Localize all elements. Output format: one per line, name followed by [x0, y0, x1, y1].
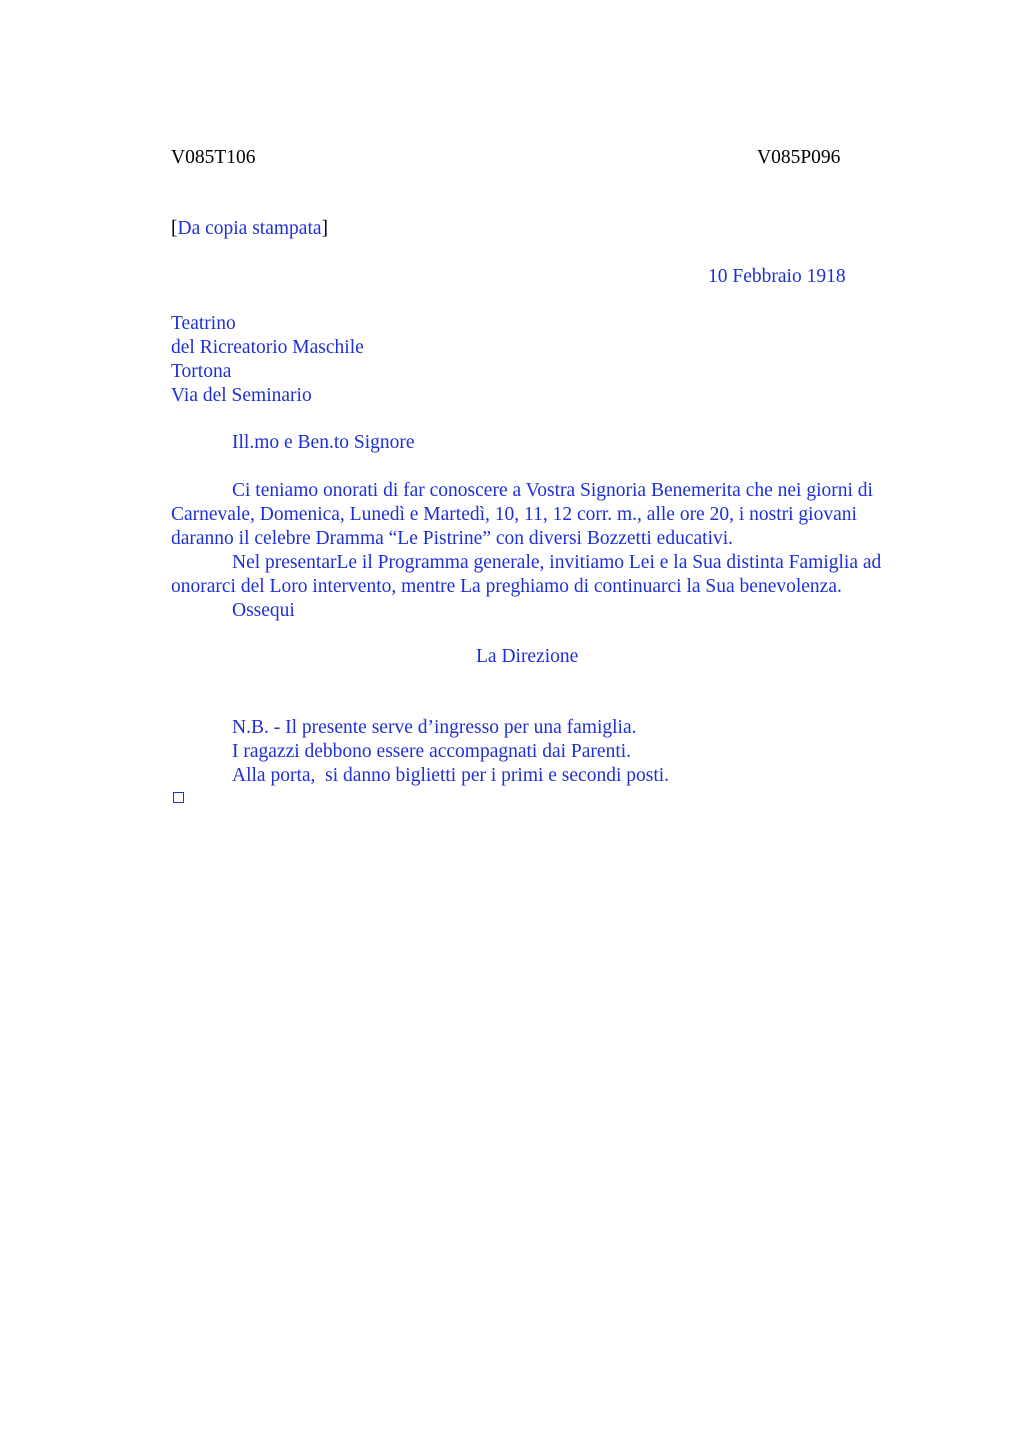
body-line: Nel presentarLe il Programma generale, invitiamo Lei e la Sua distinta Famiglia ad — [232, 552, 882, 573]
empty-box-icon — [173, 792, 184, 803]
body-line: daranno il celebre Dramma “Le Pistrine” con diversi Bozzetti educativi. — [171, 528, 734, 549]
closing-line: Ossequi — [232, 600, 295, 621]
body-line: Ci teniamo onorati di far conoscere a Vostra Signoria Benemerita che nei giorni di — [232, 480, 873, 501]
address-line: Teatrino — [171, 313, 236, 334]
note-line: N.B. - Il presente serve d’ingresso per una famiglia. — [232, 717, 637, 738]
address-line: Via del Seminario — [171, 385, 312, 406]
address-line: Tortona — [171, 361, 232, 382]
address-block — [171, 312, 931, 408]
salutation: Ill.mo e Ben.to Signore — [232, 432, 415, 453]
body-line: onorarci del Loro intervento, mentre La preghiamo di continuarci la Sua benevolenza. — [171, 576, 842, 597]
letter-body — [171, 479, 931, 623]
document-code-right: V085P096 — [757, 147, 841, 168]
note-line: Alla porta, si danno biglietti per i primi e secondi posti. — [232, 765, 670, 786]
letter-date: 10 Febbraio 1918 — [708, 266, 846, 287]
address-line: del Ricreatorio Maschile — [171, 337, 364, 358]
bracket-open: [ — [171, 218, 178, 239]
document-code-left: V085T106 — [171, 147, 256, 168]
body-line: Carnevale, Domenica, Lunedì e Martedì, 10, 11, 12 corr. m., alle ore 20, i nostri giovani — [171, 504, 857, 525]
note-line: I ragazzi debbono essere accompagnati dai Parenti. — [232, 741, 632, 762]
notes-block — [171, 716, 931, 788]
signature: La Direzione — [476, 646, 579, 667]
source-note-text: Da copia stampata — [177, 218, 322, 239]
source-note — [171, 217, 328, 241]
bracket-close: ] — [321, 218, 329, 239]
